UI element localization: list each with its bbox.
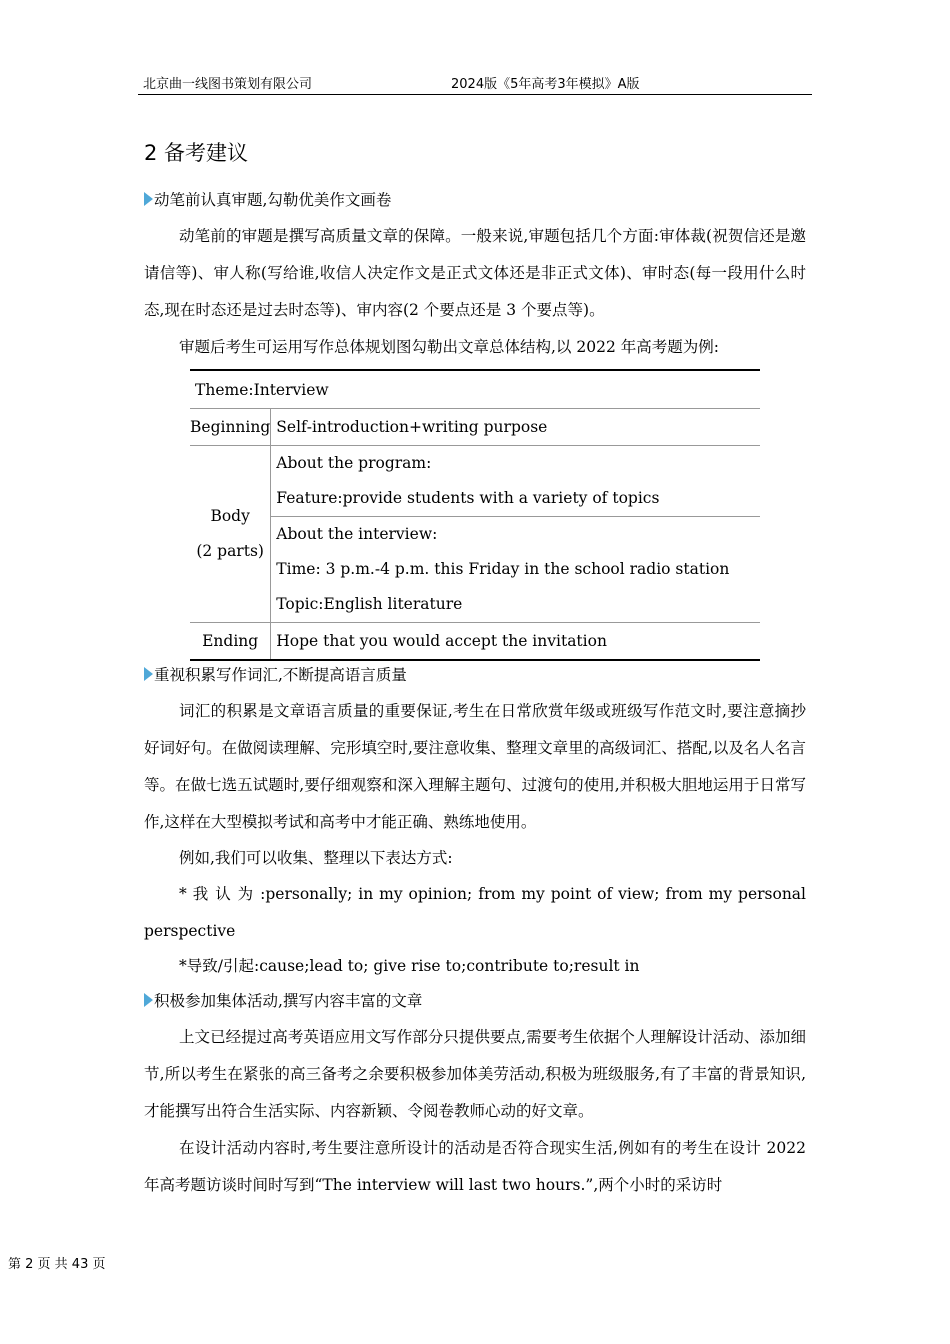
page-number: 第 2 页 共 43 页 (8, 1257, 106, 1272)
paragraph: 在设计活动内容时,考生要注意所设计的活动是否符合现实生活,例如有的考生在设计 2022 年高考题访谈时间时写到“The interview will last two hours.”,两个小时的采访时 (144, 1139, 806, 1194)
interview-cell (271, 517, 760, 623)
table-row (190, 517, 760, 623)
table-row (190, 623, 760, 661)
tip-heading-text: 动笔前认真审题,勾勒优美作文画卷 (154, 191, 392, 209)
ending-content: Hope that you would accept the invitation (271, 623, 760, 661)
cell-line: About the interview: (276, 525, 438, 543)
tip-heading-3 (144, 989, 422, 1011)
ending-label: Ending (190, 623, 271, 661)
cell-line: Feature:provide students with a variety of topics (276, 489, 660, 507)
triangle-bullet-icon (144, 993, 153, 1007)
program-cell (271, 446, 760, 517)
paragraph: 上文已经提过高考英语应用文写作部分只提供要点,需要考生依据个人理解设计活动、添加细节,所以考生在紧张的高三备考之余要积极参加体美劳活动,积极为班级服务,有了丰富的背景知识,才能撰写出符合生活实际、内容新颖、令阅卷教师心动的好文章。 (144, 1028, 806, 1120)
tip-heading-1 (144, 188, 391, 210)
table-row (190, 409, 760, 446)
header-book-title: 2024版《5年高考3年模拟》A版 (451, 77, 640, 92)
cell-line: Topic:English literature (276, 595, 463, 613)
table-row (190, 446, 760, 517)
body-label-line: Body (210, 507, 250, 525)
outline-table (190, 369, 760, 661)
paragraph: 词汇的积累是文章语言质量的重要保证,考生在日常欣赏年级或班级写作范文时,要注意摘抄好词好句。在做阅读理解、完形填空时,要注意收集、整理文章里的高级词汇、搭配,以及名人名言等。在做七选五试题时,要仔细观察和深入理解主题句、过渡句的使用,并积极大胆地运用于日常写作,这样在大型模拟考试和高考中才能正确、熟练地使用。 (144, 702, 806, 831)
tip-heading-text: 积极参加集体活动,撰写内容丰富的文章 (154, 992, 423, 1010)
paragraph: 动笔前的审题是撰写高质量文章的保障。一般来说,审题包括几个方面:审体裁(祝贺信还是邀请信等)、审人称(写给谁,收信人决定作文是正式文体还是非正式文体)、审时态(每一段用什么时态,现在时态还是过去时态等)、审内容(2 个要点还是 3 个要点等)。 (144, 227, 806, 319)
paragraph: *导致/引起:cause;lead to; give rise to;contribute to;result in (179, 957, 640, 975)
paragraph: 审题后考生可运用写作总体规划图勾勒出文章总体结构,以 2022 年高考题为例: (179, 338, 719, 356)
body-label-line: (2 parts) (196, 542, 264, 560)
page-header (138, 70, 812, 95)
tip-heading-text: 重视积累写作词汇,不断提高语言质量 (154, 666, 407, 684)
paragraph: 例如,我们可以收集、整理以下表达方式: (179, 849, 453, 867)
triangle-bullet-icon (144, 667, 153, 681)
tip-heading-2 (144, 663, 407, 685)
section-title: 2 备考建议 (144, 141, 249, 165)
triangle-bullet-icon (144, 192, 153, 206)
table-row (190, 370, 760, 409)
header-publisher: 北京曲一线图书策划有限公司 (143, 77, 313, 92)
beginning-label: Beginning (190, 409, 271, 446)
paragraph: * 我 认 为 :personally; in my opinion; from my point of view; from my personal perspective (144, 885, 806, 940)
theme-cell: Theme:Interview (190, 370, 760, 409)
cell-line: Time: 3 p.m.-4 p.m. this Friday in the school radio station (276, 560, 730, 578)
beginning-content: Self‐introduction+writing purpose (271, 409, 760, 446)
cell-line: About the program: (276, 454, 432, 472)
body-label (190, 446, 271, 623)
